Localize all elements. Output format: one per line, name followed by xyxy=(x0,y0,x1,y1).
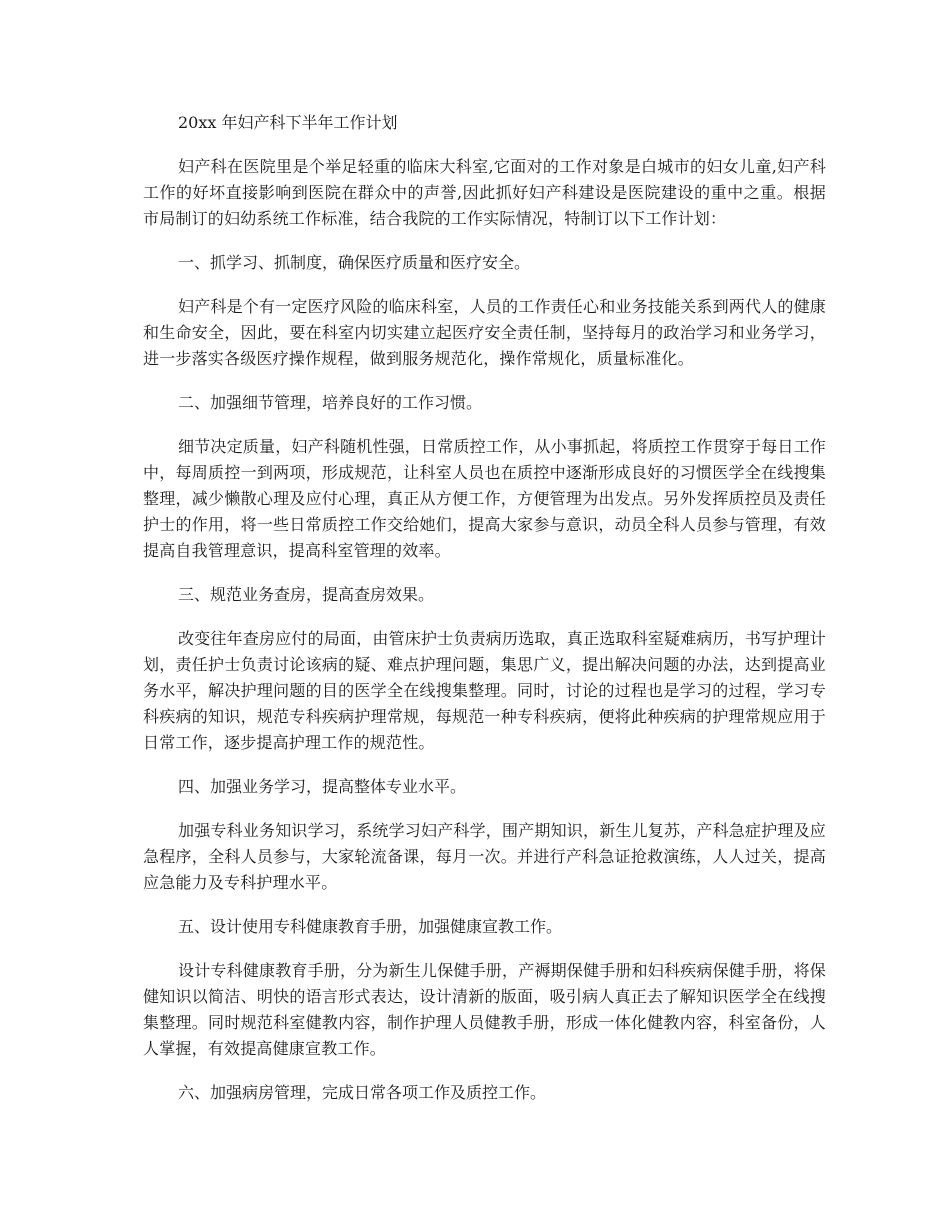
section-4-body: 加强专科业务知识学习，系统学习妇产科学，围产期知识，新生儿复苏，产科急症护理及应急程序，全科人员参与，大家轮流备课，每月一次。并进行产科急证抢救演练，人人过关，提高应急能力及专科护理水平。 xyxy=(143,821,827,892)
section-3-body: 改变往年查房应付的局面，由管床护士负责病历选取，真正选取科室疑难病历，书写护理计划，责任护士负责讨论该病的疑、难点护理问题，集思广义，提出解决问题的办法，达到提高业务水平，解决护理问题的目的医学全在线搜集整理。同时，讨论的过程也是学习的过程，学习专科疾病的知识，规范专科疾病护理常规，每规范一种专科疾病，便将此种疾病的护理常规应用于日常工作，逐步提高护理工作的规范性。 xyxy=(143,629,827,752)
section-3-heading: 三、规范业务查房，提高查房效果。 xyxy=(178,585,435,604)
section-4-heading: 四、加强业务学习，提高整体专业水平。 xyxy=(178,777,467,796)
section-2-heading: 二、加强细节管理，培养良好的工作习惯。 xyxy=(178,393,483,412)
section-1-body: 妇产科是个有一定医疗风险的临床科室，人员的工作责任心和业务技能关系到两代人的健康和生命安全，因此，要在科室内切实建立起医疗安全责任制，坚持每月的政治学习和业务学习，进一步落实各级医疗操作规程，做到服务规范化，操作常规化，质量标准化。 xyxy=(143,297,827,368)
section-1-heading: 一、抓学习、抓制度，确保医疗质量和医疗安全。 xyxy=(178,253,531,272)
section-6-heading: 六、加强病房管理，完成日常各项工作及质控工作。 xyxy=(178,1083,547,1102)
section-5-body: 设计专科健康教育手册，分为新生儿保健手册，产褥期保健手册和妇科疾病保健手册，将保健知识以简洁、明快的语言形式表达，设计清新的版面，吸引病人真正去了解知识医学全在线搜集整理。同时规范科室健教内容，制作护理人员健教手册，形成一体化健教内容，科室备份，人人掌握，有效提高健康宣教工作。 xyxy=(143,961,827,1058)
section-5-heading: 五、设计使用专科健康教育手册，加强健康宣教工作。 xyxy=(178,917,563,936)
document-title: 20xx 年妇产科下半年工作计划 xyxy=(178,113,398,132)
intro-paragraph: 妇产科在医院里是个举足轻重的临床大科室,它面对的工作对象是白城市的妇女儿童,妇产科工作的好坏直接影响到医院在群众中的声誉,因此抓好妇产科建设是医院建设的重中之重。根据市局制订的妇幼系统工作标准，结合我院的工作实际情况，特制订以下工作计划： xyxy=(143,157,826,228)
document-page xyxy=(143,110,826,1124)
section-2-body: 细节决定质量，妇产科随机性强，日常质控工作，从小事抓起，将质控工作贯穿于每日工作中，每周质控一到两项，形成规范，让科室人员也在质控中逐渐形成良好的习惯医学全在线搜集整理，减少懒散心理及应付心理，真正从方便工作，方便管理为出发点。另外发挥质控员及责任护士的作用，将一些日常质控工作交给她们，提高大家参与意识，动员全科人员参与管理，有效提高自我管理意识，提高科室管理的效率。 xyxy=(143,437,827,560)
